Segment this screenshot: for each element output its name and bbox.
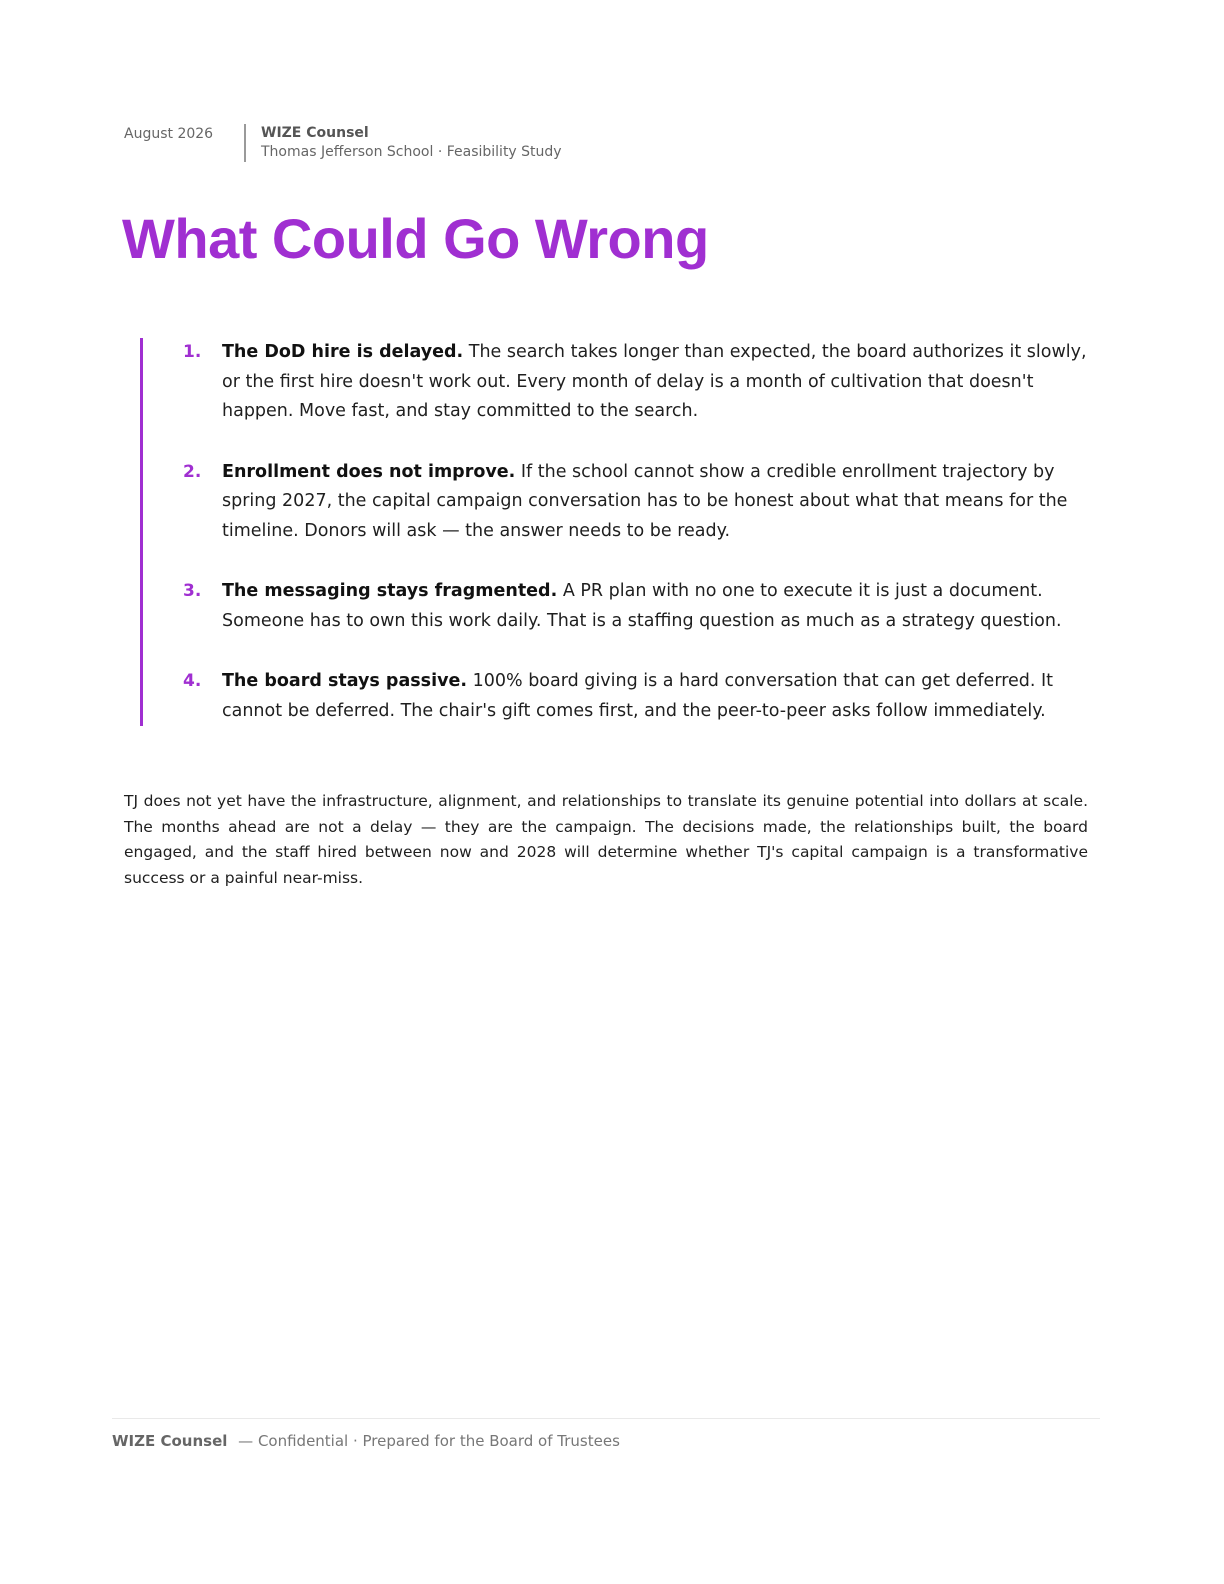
risk-body [222,577,1093,636]
risk-lead: The board stays passive. [222,671,468,691]
risk-body [222,458,1093,547]
risk-text: 100% board giving is a hard conversation that can get deferred. It cannot be deferred. The chair's gift comes first, and the peer-to-peer asks follow immediately. [222,671,1054,721]
risk-item-2 [143,458,1093,547]
risk-number: 4. [183,671,202,691]
header-org-name: WIZE Counsel [261,125,369,141]
risk-lead: The DoD hire is delayed. [222,342,464,362]
risk-body [222,338,1093,427]
risk-number: 1. [183,342,202,362]
page-title: What Could Go Wrong [122,207,709,270]
footer-divider [112,1418,1100,1419]
conclusion-paragraph: TJ does not yet have the infrastructure, alignment, and relationships to translate its genuine potential into dollars at scale. The months ahead are not a delay — they are the campaign. The decisions made, the relationships built, the board engaged, and the staff hired between now and 2028 will determine whether TJ's capital campaign is a transformative success or a painful near-miss. [124,792,1088,887]
footer-text: — Confidential · Prepared for the Board of Trustees [238,1432,620,1450]
risk-number: 2. [183,461,202,482]
risk-text: The search takes longer than expected, the board authorizes it slowly, or the first hire doesn't work out. Every month of delay is a month of cultivation that doesn't happen. Move fast, and stay committed to the search. [222,342,1087,421]
header-subtitle: Thomas Jefferson School · Feasibility Study [261,144,562,160]
header-meta [244,124,562,162]
footer-org-name: WIZE Counsel [112,1432,228,1450]
risk-lead: Enrollment does not improve. [222,461,516,482]
page-header [124,124,562,162]
risk-body [222,667,1093,726]
risk-item-4 [143,667,1093,726]
report-date: August 2026 [124,126,214,142]
risk-item-3 [143,577,1093,636]
risk-list [140,338,1093,726]
risk-text: A PR plan with no one to execute it is just a document. Someone has to own this work daily. That is a staffing question as much as a strategy question. [222,581,1062,631]
risk-number: 3. [183,581,202,601]
risk-item-1 [143,338,1093,427]
risk-lead: The messaging stays fragmented. [222,581,558,601]
risk-text: If the school cannot show a credible enrollment trajectory by spring 2027, the capital campaign conversation has to be honest about what that means for the timeline. Donors will ask — the answer needs to be ready. [222,461,1068,541]
page-footer [112,1432,620,1450]
